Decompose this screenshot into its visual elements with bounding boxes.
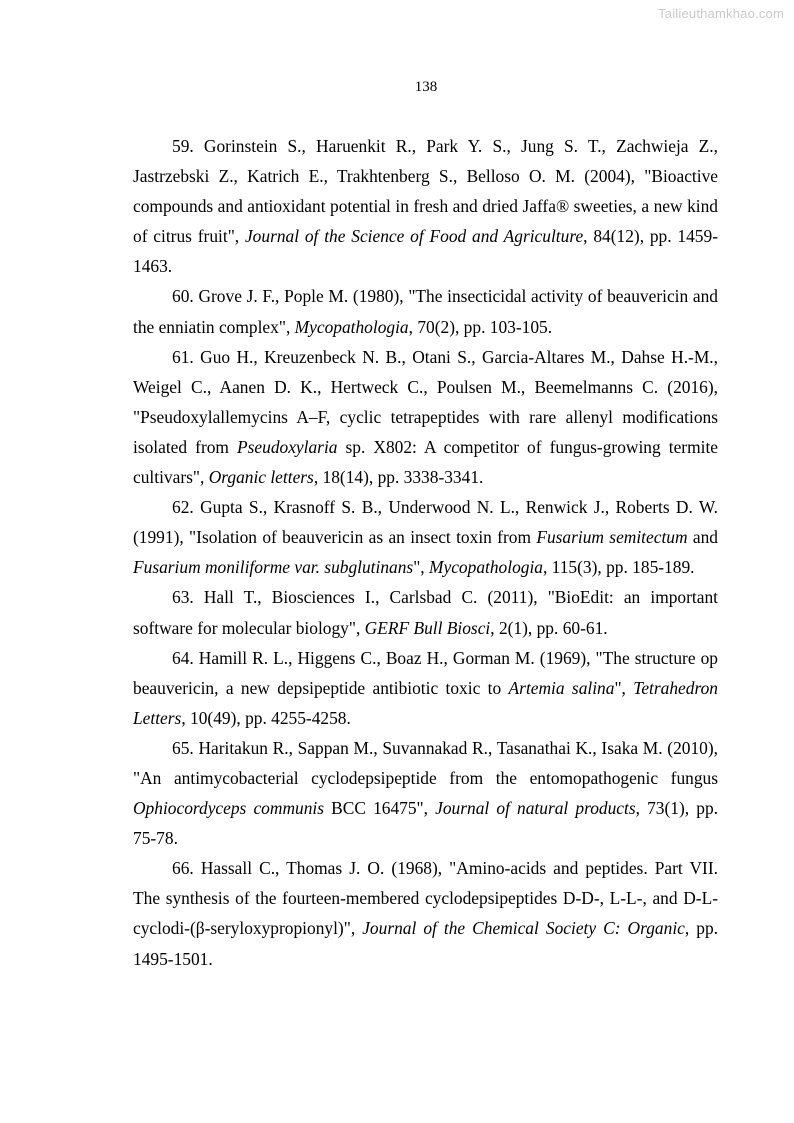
reference-number: 66. bbox=[172, 858, 194, 879]
journal-title: Mycopathologia bbox=[294, 316, 409, 337]
reference-details: , 18(14), pp. 3338-3341. bbox=[313, 467, 484, 488]
reference-number: 60. bbox=[172, 286, 194, 307]
reference-number: 65. bbox=[172, 737, 194, 758]
journal-title: Journal of natural products bbox=[435, 798, 636, 819]
reference-details: , pp. 1495-1501. bbox=[133, 918, 718, 969]
reference-text: Hassall C., Thomas J. O. (1968), "Amino-acids and peptides. Part VII. The synthesis of the fourteen-membered cyclodepsipeptides D-D-, L-L-, and D-L-cyclodi-(β-seryloxypropionyl)", bbox=[133, 858, 718, 939]
journal-title: Tetrahedron Letters bbox=[133, 677, 718, 728]
reference-61 bbox=[133, 342, 718, 492]
journal-title: Journal of the Science of Food and Agriculture bbox=[244, 226, 584, 247]
reference-text: ", bbox=[413, 557, 429, 578]
reference-details: , 70(2), pp. 103-105. bbox=[408, 316, 553, 337]
journal-title: GERF Bull Biosci bbox=[364, 617, 491, 638]
reference-list bbox=[133, 131, 718, 974]
reference-text: and bbox=[687, 527, 718, 548]
reference-text: Hall T., Biosciences I., Carlsbad C. (2011), "BioEdit: an important software for molecular biology", bbox=[133, 587, 718, 638]
reference-number: 59. bbox=[172, 136, 194, 156]
species-name: Fusarium moniliforme var. subglutinans bbox=[133, 557, 414, 578]
reference-number: 61. bbox=[172, 346, 194, 367]
reference-text: Hamill R. L., Higgens C., Boaz H., Gorman M. (1969), "The structure op beauvericin, a new depsipeptide antibiotic toxic to bbox=[133, 647, 718, 698]
reference-text: Gupta S., Krasnoff S. B., Underwood N. L., Renwick J., Roberts D. W. (1991), "Isolation of beauvericin as an insect toxin from bbox=[133, 497, 718, 548]
reference-details: , 115(3), pp. 185-189. bbox=[542, 557, 695, 578]
species-name: Fusarium semitectum bbox=[536, 527, 688, 548]
reference-60 bbox=[133, 281, 718, 341]
reference-65 bbox=[133, 733, 718, 853]
reference-text: Guo H., Kreuzenbeck N. B., Otani S., Garcia-Altares M., Dahse H.-M., Weigel C., Aanen D. K., Hertweck C., Poulsen M., Beemelmanns C. (2016), "Pseudoxylallemycins A–F, cyclic tetrapeptides with rare allenyl modifications isolated from bbox=[133, 346, 718, 457]
reference-number: 62. bbox=[172, 497, 194, 518]
species-name: Artemia salina bbox=[508, 677, 615, 698]
reference-text: ", bbox=[614, 677, 634, 698]
watermark-text: Tailieuthamkhao.com bbox=[658, 6, 784, 21]
reference-details: , 73(1), pp. 75-78. bbox=[133, 798, 719, 849]
reference-number: 63. bbox=[172, 587, 194, 608]
species-name: Ophiocordyceps communis bbox=[133, 798, 324, 819]
reference-59 bbox=[133, 131, 718, 281]
species-name: Pseudoxylaria bbox=[237, 436, 338, 457]
reference-63 bbox=[133, 582, 718, 642]
reference-66 bbox=[133, 853, 718, 973]
reference-details: , 10(49), pp. 4255-4258. bbox=[181, 707, 351, 728]
reference-text: Grove J. F., Pople M. (1980), "The insecticidal activity of beauvericin and the enniatin complex", bbox=[133, 286, 718, 337]
reference-number: 64. bbox=[172, 647, 194, 668]
journal-title: Journal of the Chemical Society C: Organic bbox=[362, 918, 685, 939]
reference-64 bbox=[133, 643, 718, 733]
reference-details: , 2(1), pp. 60-61. bbox=[490, 617, 608, 638]
reference-text: sp. X802: A competitor of fungus-growing termite cultivars", bbox=[133, 436, 718, 488]
journal-title: Mycopathologia bbox=[429, 557, 543, 578]
reference-text: BCC 16475", bbox=[324, 798, 436, 819]
reference-text: Haritakun R., Sappan M., Suvannakad R., Tasanathai K., Isaka M. (2010), "An antimycobacterial cyclodepsipeptide from the entomopathogenic fungus bbox=[133, 737, 718, 788]
reference-details: , 84(12), pp. 1459-1463. bbox=[133, 226, 718, 277]
journal-title: Organic letters bbox=[208, 467, 314, 488]
reference-text: Gorinstein S., Haruenkit R., Park Y. S., Jung S. T., Zachwieja Z., Jastrzebski Z., Katrich E., Trakhtenberg S., Belloso O. M. (2004), "Bioactive compounds and antioxidant potential in fresh and dried Jaffa® sweeties, a new kind of citrus fruit", bbox=[133, 136, 718, 247]
page-number: 138 bbox=[414, 79, 438, 95]
reference-62 bbox=[133, 492, 718, 582]
